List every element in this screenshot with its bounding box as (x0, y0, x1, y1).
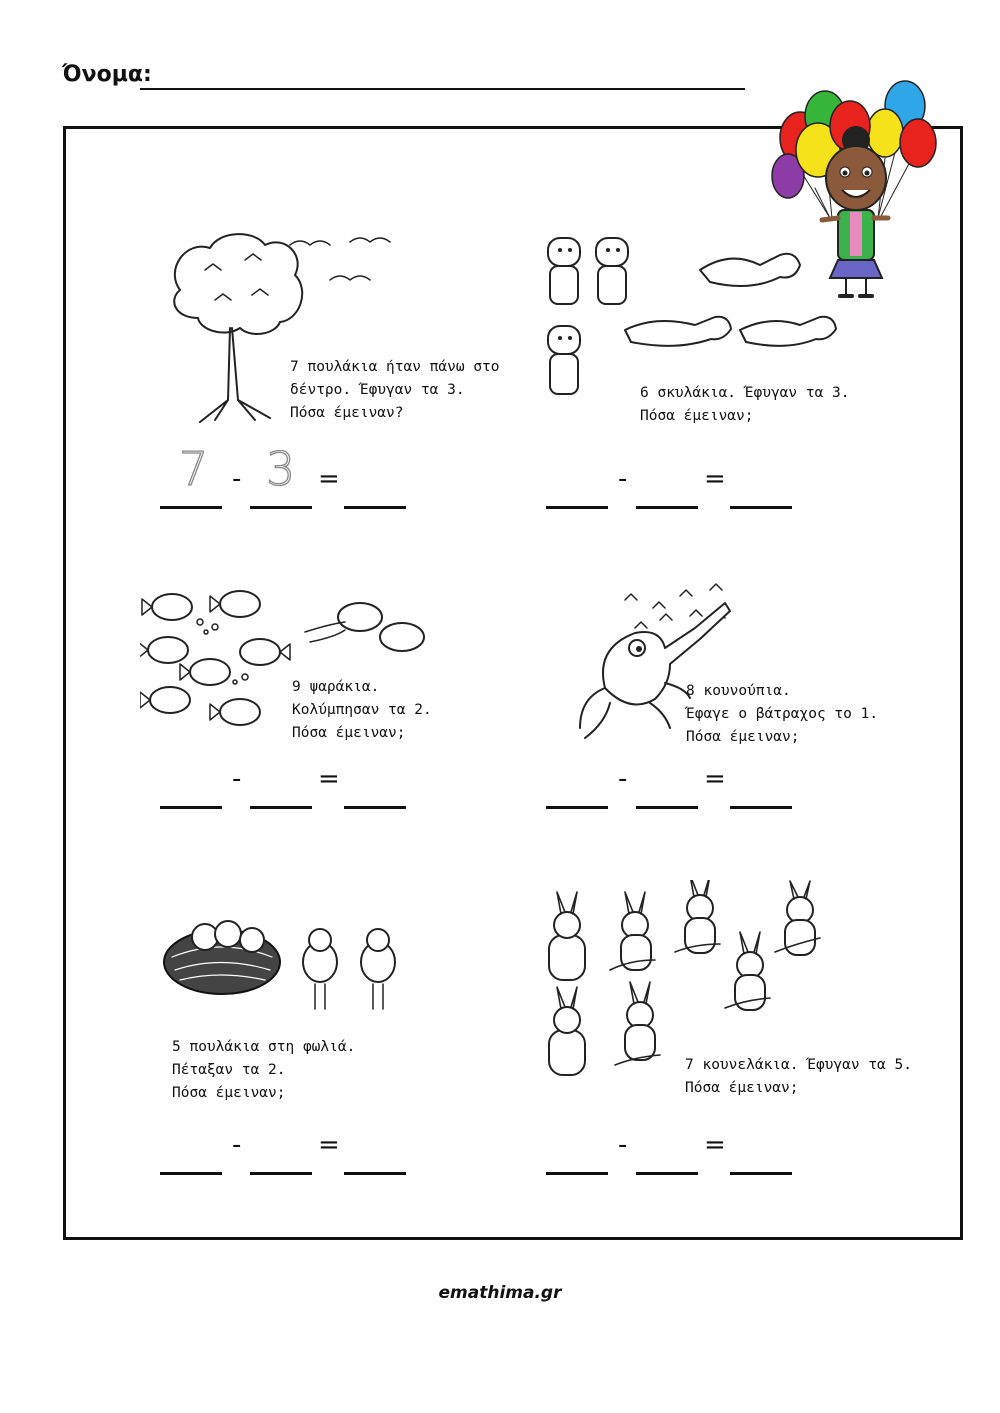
footer-site-name: emathima.gr (438, 1283, 562, 1303)
problem-3-minus-sign: - (232, 764, 242, 794)
problem-2-blank-2[interactable] (636, 506, 698, 509)
problem-5-equals-sign: = (318, 1130, 340, 1160)
problem-5-minus-sign: - (232, 1130, 242, 1160)
problem-3-answer-blank[interactable] (344, 806, 406, 809)
chicks-in-nest-illustration (160, 912, 410, 1027)
problem-4-minus-sign: - (618, 764, 628, 794)
dogs-illustration (540, 230, 840, 405)
problem-4-blank-1[interactable] (546, 806, 608, 809)
problem-6-blank-1[interactable] (546, 1172, 608, 1175)
problem-6-text: 7 κουνελάκια. Έφυγαν τα 5. Πόσα έμειναν; (685, 1057, 912, 1096)
problem-6-blank-2[interactable] (636, 1172, 698, 1175)
problem-5-blank-1[interactable] (160, 1172, 222, 1175)
problem-2-equals-sign: = (704, 464, 726, 494)
problem-4-blank-2[interactable] (636, 806, 698, 809)
problem-6-answer-blank[interactable] (730, 1172, 792, 1175)
problem-6-minus-sign: - (618, 1130, 628, 1160)
problem-1-answer-blank[interactable] (344, 506, 406, 509)
problem-3-blank-1[interactable] (160, 806, 222, 809)
problem-5-text: 5 πουλάκια στη φωλιά. Πέταξαν τα 2. Πόσα έμειναν; (172, 1039, 356, 1101)
trace-number-3: 3 (266, 442, 296, 496)
problem-1-minus-sign: - (232, 464, 242, 494)
problem-4-equals-sign: = (704, 764, 726, 794)
problem-3-blank-2[interactable] (250, 806, 312, 809)
problem-5-answer-blank[interactable] (344, 1172, 406, 1175)
problem-1-text: 7 πουλάκια ήταν πάνω στο δέντρο. Έφυγαν τα 3. Πόσα έμειναν? (290, 359, 500, 421)
problem-2-answer-blank[interactable] (730, 506, 792, 509)
trace-number-7: 7 (179, 442, 209, 496)
problem-3-text: 9 ψαράκια. Κολύμπησαν τα 2. Πόσα έμειναν; (292, 679, 432, 741)
problem-2-text: 6 σκυλάκια. Έφυγαν τα 3. Πόσα έμειναν; (640, 385, 850, 424)
problem-4-text: 8 κουνούπια. Έφαγε ο βάτραχος το 1. Πόσα έμειναν; (686, 683, 879, 745)
problem-1-blank-1[interactable] (160, 506, 222, 509)
problem-5-blank-2[interactable] (250, 1172, 312, 1175)
problem-1-blank-2[interactable] (250, 506, 312, 509)
problem-6-equals-sign: = (704, 1130, 726, 1160)
problem-3-equals-sign: = (318, 764, 340, 794)
problem-4-answer-blank[interactable] (730, 806, 792, 809)
problem-2-blank-1[interactable] (546, 506, 608, 509)
name-answer-line[interactable] (140, 88, 745, 90)
name-label: Όνομα: (62, 62, 152, 87)
problem-1-equals-sign: = (318, 464, 340, 494)
problem-2-minus-sign: - (618, 464, 628, 494)
